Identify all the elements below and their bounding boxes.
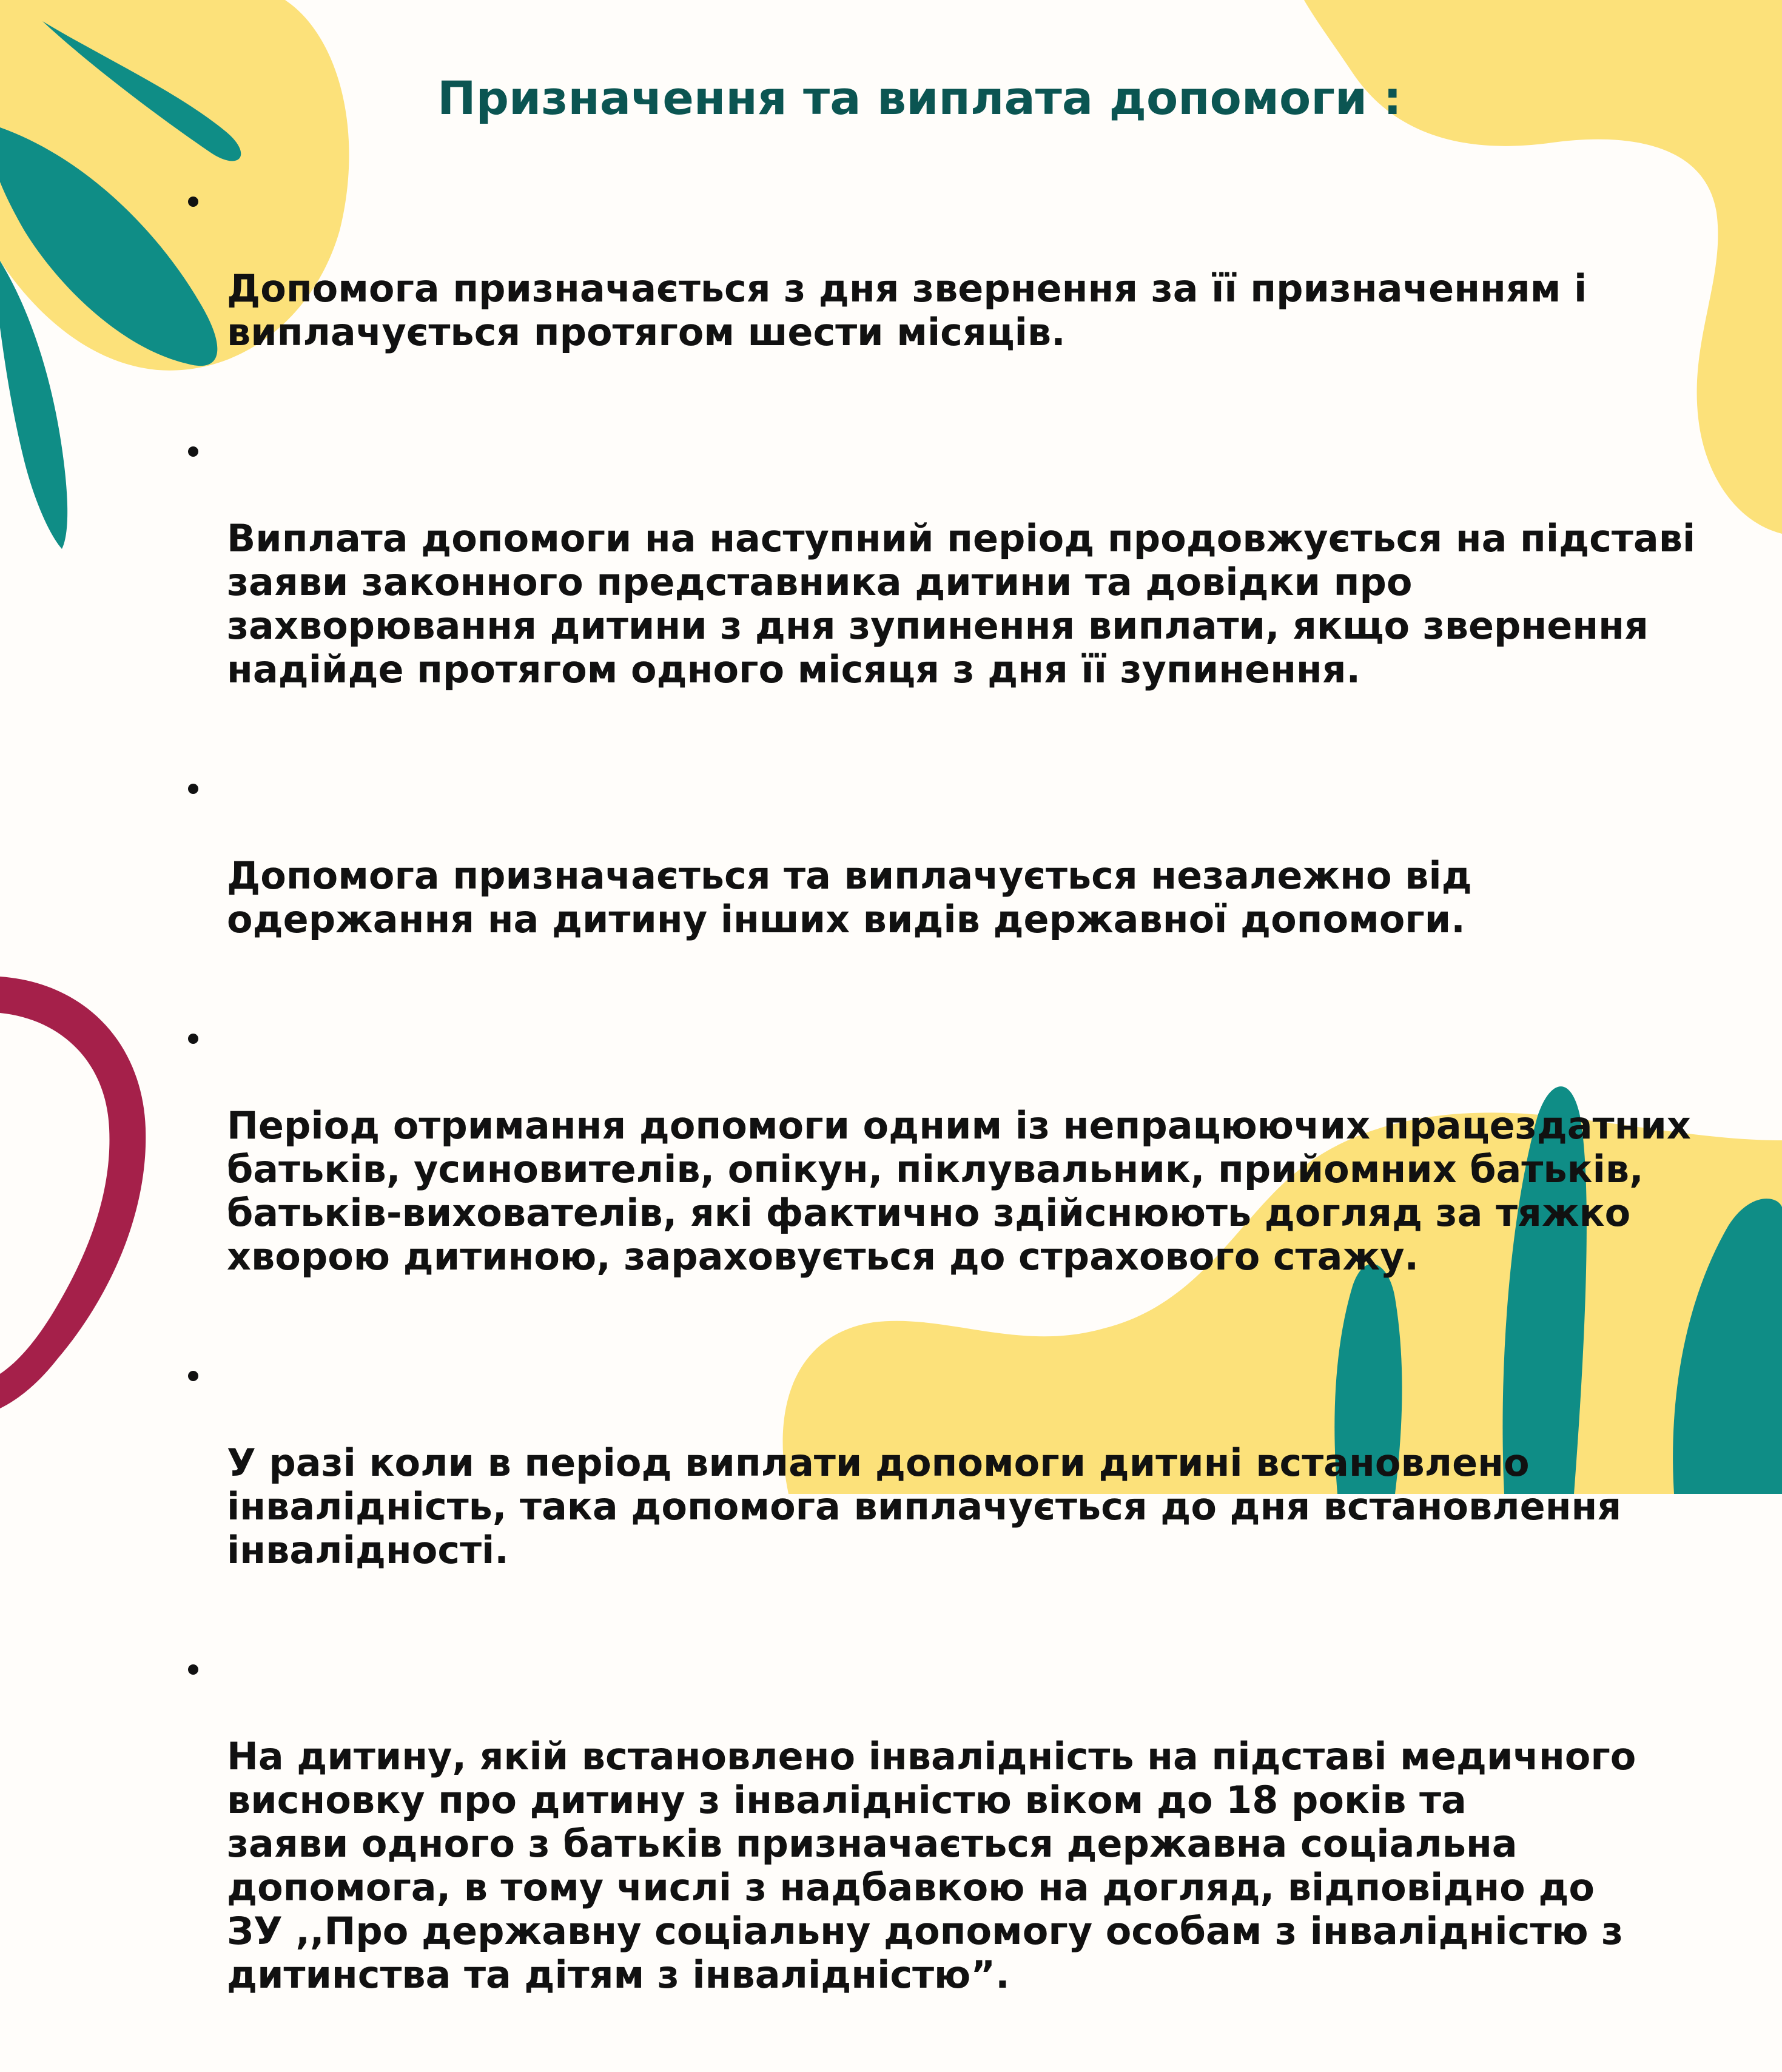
list-item <box>182 1647 1735 1997</box>
bullet-icon <box>188 1034 198 1044</box>
bullet-list <box>182 180 1735 2072</box>
list-item <box>182 429 1735 691</box>
list-item <box>182 767 1735 941</box>
bullet-icon <box>188 446 198 457</box>
page-title: Призначення та виплата допомоги : <box>437 71 1402 125</box>
list-item-text: Допомога призначається з дня звернення за її призначенням і виплачується протягом шести місяців. <box>227 266 1587 354</box>
bullet-icon <box>188 1664 198 1675</box>
list-item-text: Період отримання допомоги одним із непрацюючих працездатних батьків, усиновителів, опікун, піклувальник, прийомних батьків, батьків-вихователів, які фактично здійснюють догляд за тяжко хворою дитиною, зараховується до страхового стажу. <box>227 1103 1691 1279</box>
crimson-ring <box>0 977 146 1408</box>
list-item <box>182 1354 1735 1572</box>
list-item-text: Допомога призначається та виплачується незалежно від одержання на дитину інших видів державної допомоги. <box>227 853 1472 941</box>
bullet-icon <box>188 197 198 207</box>
bullet-icon <box>188 1371 198 1381</box>
list-item <box>182 180 1735 354</box>
list-item-text: Виплата допомоги на наступний період продовжується на підставі заяви законного представника дитини та довідки про захворювання дитини з дня зупинення виплати, якщо звернення надійде протягом одного місяця з дня її зупинення. <box>227 516 1696 691</box>
list-item-text: На дитину, якій встановлено інвалідність на підставі медичного висновку про дитину з інвалідністю віком до 18 років та заяви одного з батьків призначається державна соціальна допомога, в тому числі з надбавкою на догляд, відповідно до ЗУ ,,Про державну соціальну допомогу особам з інвалідністю з дитинства та дітям з інвалідністю”. <box>227 1734 1636 1997</box>
list-item-text: У разі коли в період виплати допомоги дитині встановлено інвалідність, така допомога виплачується до дня встановлення інвалідності. <box>227 1441 1622 1572</box>
list-item <box>182 1017 1735 1279</box>
bullet-icon <box>188 784 198 794</box>
